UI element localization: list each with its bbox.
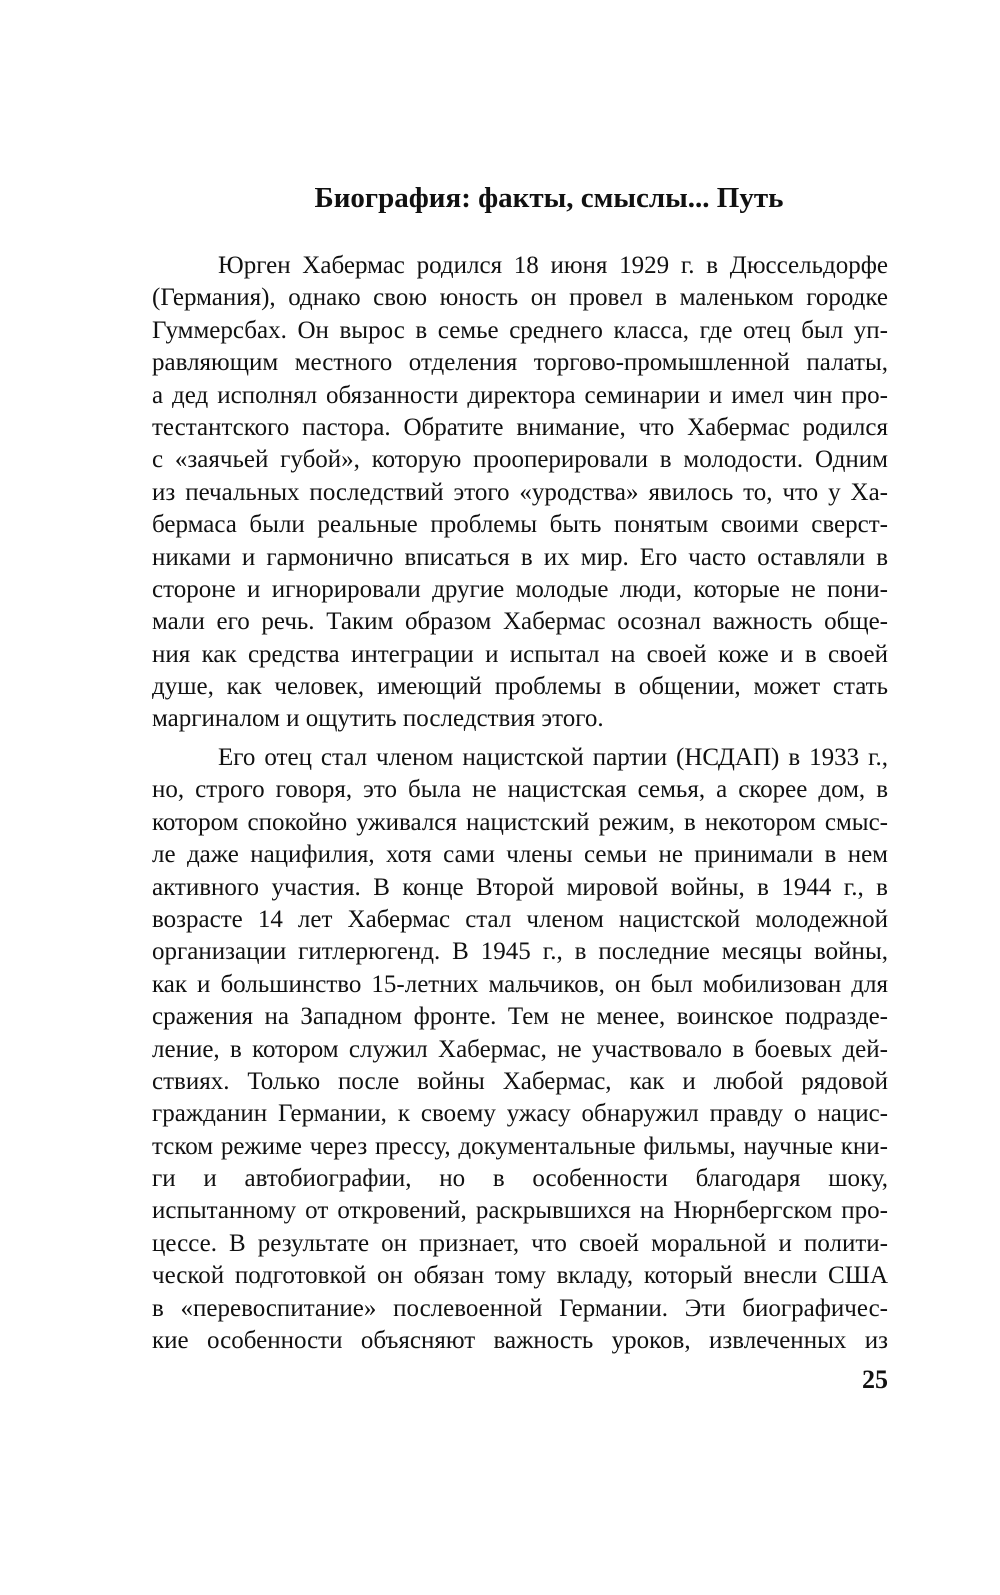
text-line: маргиналом и ощутить последствия этого.	[152, 705, 604, 733]
text-line: ги и автобиографии, но в особенности благодаря шоку,	[152, 1165, 888, 1193]
text-line: активного участия. В конце Второй мировой войны, в 1944 г., в	[152, 873, 888, 901]
text-line: организации гитлерюгенд. В 1945 г., в последние месяцы войны,	[152, 938, 888, 966]
page-number: 25	[862, 1365, 888, 1394]
text-line: ле даже нацифилия, хотя сами члены семьи не принимали в нем	[152, 841, 888, 869]
text-line: а дед исполнял обязанности директора семинарии и имел чин про-	[152, 381, 888, 409]
text-line: тском режиме через прессу, документальные фильмы, научные кни-	[152, 1132, 888, 1160]
text-line: тестантского пастора. Обратите внимание, что Хабермас родился	[152, 413, 888, 441]
text-line: испытанному от откровений, раскрывшихся на Нюрнбергском про-	[152, 1197, 888, 1225]
text-line: кие особенности объясняют важность уроков, извлеченных из	[152, 1327, 888, 1355]
text-line: бермаса были реальные проблемы быть понятым своими сверст-	[152, 511, 888, 539]
text-line: сражения на Западном фронте. Тем не менее, воинское подразде-	[152, 1003, 888, 1031]
text-line: цессе. В результате он признает, что своей моральной и полити-	[152, 1229, 888, 1257]
text-line: стороне и игнорировали другие молодые люди, которые не пони-	[152, 575, 888, 603]
text-line: ческой подготовкой он обязан тому вкладу, который внесли США	[152, 1262, 888, 1290]
text-line: гражданин Германии, к своему ужасу обнаружил правду о нацис-	[152, 1100, 888, 1128]
text-line: никами и гармонично вписаться в их мир. Его часто оставляли в	[152, 543, 888, 571]
chapter-title: Биография: факты, смыслы... Путь	[314, 182, 784, 214]
text-line: Юрген Хабермас родился 18 июня 1929 г. в Дюссельдорфе	[218, 252, 888, 279]
text-line: с «заячьей губой», которую прооперировали в молодости. Одним	[152, 446, 888, 474]
text-line: из печальных последствий этого «уродства» явилось то, что у Ха-	[152, 478, 888, 506]
text-line: мали его речь. Таким образом Хабермас осознал важность обще-	[152, 608, 888, 636]
text-line: но, строго говоря, это была не нацистская семья, а скорее дом, в	[152, 776, 888, 804]
text-line: (Германия), однако свою юность он провел в маленьком городке	[152, 284, 888, 312]
text-line: как и большинство 15-летних мальчиков, он был мобилизован для	[152, 970, 888, 998]
text-line: Гуммерсбах. Он вырос в семье среднего класса, где отец был уп-	[152, 316, 888, 344]
text-line: равляющим местного отделения торгово-промышленной палаты,	[152, 349, 888, 377]
text-line: котором спокойно уживался нацистский режим, в некотором смыс-	[152, 808, 888, 836]
paragraph-1	[152, 250, 888, 736]
text-line: в «перевоспитание» послевоенной Германии. Эти биографичес-	[152, 1294, 888, 1322]
text-line: возрасте 14 лет Хабермас стал членом нацистской молодежной	[152, 905, 888, 933]
text-line: ния как средства интеграции и испытал на своей коже и в своей	[152, 640, 888, 668]
paragraph-2	[152, 742, 888, 1357]
text-line: ление, в котором служил Хабермас, не участвовало в боевых дей-	[152, 1035, 888, 1063]
text-line: ствиях. Только после войны Хабермас, как и любой рядовой	[152, 1067, 888, 1095]
text-line: Его отец стал членом нацистской партии (НСДАП) в 1933 г.,	[218, 744, 888, 771]
text-line: душе, как человек, имеющий проблемы в общении, может стать	[152, 673, 888, 701]
